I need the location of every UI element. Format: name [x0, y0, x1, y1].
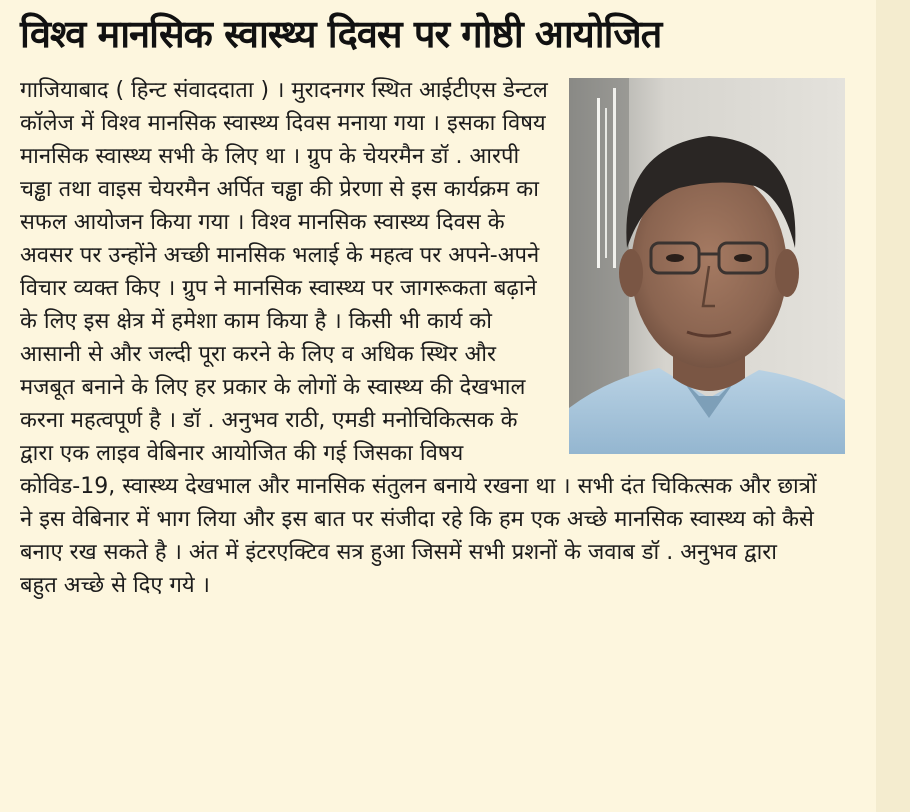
article-body	[20, 74, 820, 602]
photo-wrap-spacer	[556, 74, 820, 459]
article-headline: विश्व मानसिक स्वास्थ्य दिवस पर गोष्ठी आयोजित	[20, 12, 662, 56]
article-body-text: गाजियाबाद ( हिन्ट संवाददाता ) । मुरादनगर स्थित आईटीएस डेन्टल कॉलेज में विश्व मानसिक स्वास्थ्य दिवस मनाया गया । इसका विषय मानसिक स्वास्थ्य सभी के लिए था । ग्रुप के चेयरमैन डॉ . आरपी चड्ढा तथा वाइस चेयरमैन अर्पित चड्ढा की प्रेरणा से इस कार्यक्रम का सफल आयोजन किया गया । विश्व मानसिक स्वास्थ्य दिवस के अवसर पर उन्होंने अच्छी मानसिक भलाई के महत्व पर अपने-अपने विचार व्यक्त किए । ग्रुप ने मानसिक स्वास्थ्य पर जागरूकता बढ़ाने के लिए इस क्षेत्र में हमेशा काम किया है । किसी भी कार्य को आसानी से और जल्दी पूरा करने के लिए व अधिक स्थिर और मजबूत बनाने के लिए हर प्रकार के लोगों के स्वास्थ्य की देखभाल करना महत्वपूर्ण है । डॉ . अनुभव राठी, एमडी मनोचिकित्सक के द्वारा एक लाइव वेबिनार आयोजित की गई जिसका विषय कोविड-19, स्वास्थ्य देखभाल और मानसिक संतुलन बनाये रखना था । सभी दंत चिकित्सक और छात्रों ने इस वेबिनार में भाग लिया और इस बात पर संजीदा रहे कि हम एक अच्छे मानसिक स्वास्थ्य को कैसे बनाए रख सकते है । अंत में इंटरएक्टिव सत्र हुआ जिसमें सभी प्रशनों के जवाब डॉ . अनुभव द्वारा बहुत अच्छे से दिए गये ।	[20, 78, 817, 598]
adjacent-column-edge	[876, 0, 910, 812]
